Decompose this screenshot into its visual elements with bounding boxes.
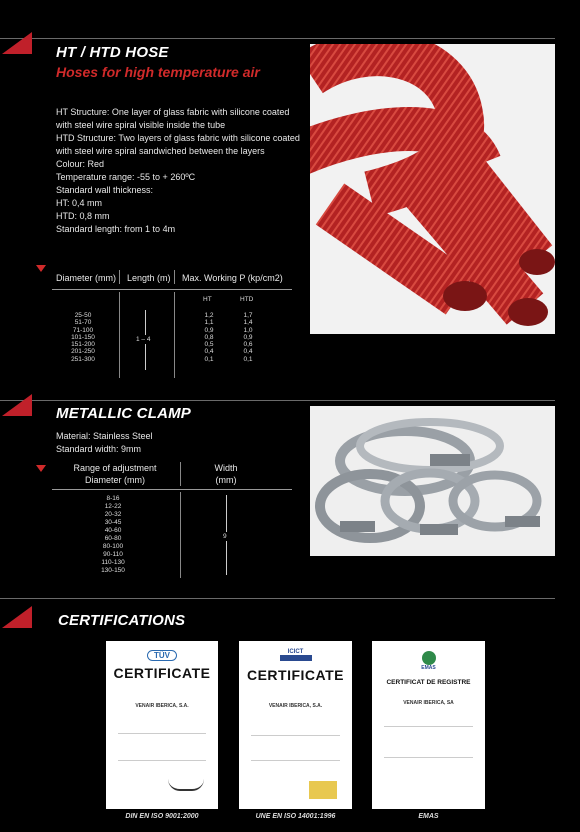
hose-description [56, 106, 306, 236]
certificate-body-lines [384, 726, 473, 758]
section-marker-clamp [2, 394, 32, 416]
col-header-pressure: Max. Working P (kp/cm2) [182, 273, 283, 283]
table-cell: 0,1 [204, 355, 214, 363]
table-cell: 110-130 [101, 559, 125, 566]
table-divider [174, 270, 175, 284]
subheader-ht: HT [203, 296, 212, 303]
table-cell: 1,1 [204, 319, 214, 327]
table-cell: 201-250 [71, 348, 95, 356]
certificate-tuv [106, 641, 218, 809]
table-divider [174, 292, 175, 378]
table-cell: 101-150 [71, 333, 95, 341]
table-cell: 71-100 [72, 326, 94, 334]
htd-column [235, 312, 261, 363]
emas-logo-icon [422, 651, 436, 665]
col-header-length: Length (m) [127, 273, 171, 283]
cert-caption-icict: UNE EN ISO 14001:1996 [255, 813, 336, 820]
hose-desc-line: HT: 0,4 mm [56, 198, 103, 208]
certificate-company: VENAIR IBERICA, S.A. [135, 703, 189, 709]
col-header-width-line1: Width [214, 463, 238, 473]
certificate-heading: CERTIFICAT DE REGISTRE [386, 679, 471, 686]
col-header-width [196, 462, 256, 486]
table-cell: 60-80 [104, 535, 122, 542]
table-cell: 8-16 [106, 495, 120, 502]
table-cell: 30-45 [104, 519, 122, 526]
section-marker-hose [2, 32, 32, 54]
width-value: 9 [223, 533, 227, 540]
col-header-range-line1: Range of adjustment [73, 463, 157, 473]
col-header-width-line2: (mm) [215, 475, 237, 485]
table-divider [119, 270, 120, 284]
col-header-range [60, 462, 170, 486]
certificate-body-lines [251, 735, 340, 761]
emas-logo-label: EMAS [421, 665, 436, 671]
hose-desc-line: HTD Structure: Two layers of glass fabric with silicone coated [56, 133, 300, 143]
clamp-desc-line: Standard width: 9mm [56, 444, 142, 454]
table-cell: 130-150 [101, 567, 125, 574]
table-cell: 0,8 [204, 333, 214, 341]
table-cell: 12-22 [104, 503, 122, 510]
section-rule-middle [0, 400, 555, 401]
table-cell: 1,0 [243, 326, 253, 334]
table-cell: 0,9 [243, 333, 253, 341]
table-cell: 1,7 [243, 312, 253, 319]
clamp-desc-line: Material: Stainless Steel [56, 431, 153, 441]
diameter-column [58, 312, 108, 363]
table-cell: 0,5 [204, 341, 214, 349]
col-header-diameter: Diameter (mm) [56, 273, 116, 283]
hose-desc-line: Colour: Red [56, 159, 105, 169]
table-cell: 40-60 [104, 527, 122, 534]
hose-desc-line: HTD: 0,8 mm [56, 211, 110, 221]
table-cell: 0,6 [243, 341, 253, 349]
icict-logo-icon: ICICT [280, 649, 312, 661]
col-header-range-line2: Diameter (mm) [85, 475, 145, 485]
hose-desc-line: HT Structure: One layer of glass fabric with silicone coated [56, 107, 290, 117]
subheader-htd: HTD [240, 296, 254, 303]
table-divider [180, 462, 181, 486]
clamp-photo [310, 406, 555, 556]
section-rule-bottom [0, 598, 555, 599]
table-cell: 251-300 [71, 355, 95, 363]
table-arrow-icon [36, 265, 46, 272]
red-hose-illustration [310, 44, 555, 334]
certificate-company: VENAIR IBERICA, SA [403, 700, 454, 706]
section-rule-top [0, 38, 555, 39]
table-cell: 0,9 [204, 326, 214, 334]
metal-clamp-illustration [310, 406, 555, 556]
certificate-body-lines [118, 733, 206, 761]
table-cell: 51-70 [74, 319, 92, 327]
length-value: 1 – 4 [136, 336, 151, 343]
hose-title: HT / HTD HOSE [56, 44, 169, 61]
hose-desc-line: with steel wire spiral visible inside the tube [56, 120, 226, 130]
certificate-heading: CERTIFICATE [246, 667, 344, 683]
certificate-icict [239, 641, 352, 809]
table-cell: 90-110 [103, 551, 123, 558]
clamp-description [56, 430, 153, 456]
signature-icon [168, 779, 204, 791]
tuv-logo-icon: TÜV [147, 650, 177, 661]
range-column [88, 495, 138, 575]
certificate-heading: CERTIFICATE [113, 665, 211, 681]
table-arrow-icon [36, 465, 46, 472]
table-cell: 0,1 [243, 355, 253, 363]
hose-subtitle: Hoses for high temperature air [56, 64, 260, 80]
hose-photo [310, 44, 555, 334]
table-header-rule [52, 289, 292, 290]
clamp-title: METALLIC CLAMP [56, 405, 192, 422]
hose-desc-line: Standard length: from 1 to 4m [56, 224, 176, 234]
table-cell: 25-50 [74, 312, 92, 319]
table-cell: 0,4 [243, 348, 253, 356]
certifications-title: CERTIFICATIONS [58, 612, 186, 629]
ht-column [196, 312, 222, 363]
table-cell: 1,4 [243, 319, 253, 327]
table-cell: 20-32 [104, 511, 122, 518]
section-marker-certs [2, 606, 32, 628]
hose-desc-line: Temperature range: -55 to + 260ºC [56, 172, 196, 182]
table-header-rule [52, 489, 292, 490]
emac-logo-icon [309, 781, 337, 799]
table-cell: 0,4 [204, 348, 214, 356]
table-cell: 80-100 [102, 543, 124, 550]
certificate-emas [372, 641, 485, 809]
hose-desc-line: with steel wire spiral sandwiched between the layers [56, 146, 265, 156]
table-cell: 151-200 [71, 341, 95, 349]
table-divider [119, 292, 120, 378]
cert-caption-tuv: DIN EN ISO 9001:2000 [125, 813, 199, 820]
certificate-company: VENAIR IBERICA, S.A. [268, 703, 323, 709]
hose-desc-line: Standard wall thickness: [56, 185, 154, 195]
table-divider [180, 492, 181, 578]
table-cell: 1,2 [204, 312, 214, 319]
cert-caption-emas: EMAS [418, 813, 439, 820]
